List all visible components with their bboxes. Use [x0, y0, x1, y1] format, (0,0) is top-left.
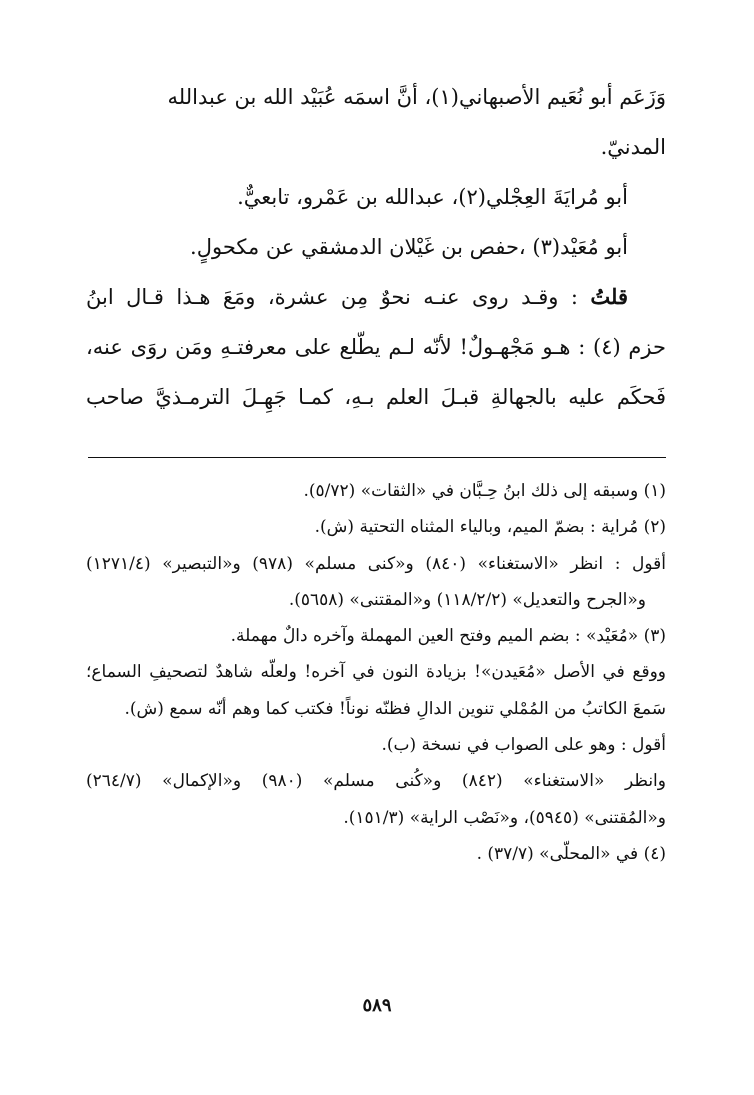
main-text: فَحكَم عليه بالجهالةِ قبـلَ العلم بـهِ، كمـا جَهِـلَ الترمـذيَّ صاحب	[86, 385, 666, 409]
footnote-line	[86, 546, 666, 582]
footnote-text: وانظر «الاستغناء» (٨٤٢) و«كُنى مسلم» (٩٨٠) و«الإكمال» (٢٦٤/٧)	[86, 771, 666, 792]
footnote-text: (٣) «مُعَيْد» : بضم الميم وفتح العين المهملة وآخره دالٌ مهملة.	[230, 626, 666, 647]
footnote-text: و«الجرح والتعديل» (١١٨/٢/٢) و«المقتنى» (٥٦٥٨).	[288, 589, 646, 610]
footnote-line	[86, 654, 666, 690]
footnote-separator	[88, 457, 666, 458]
main-text: وَزَعَم أبو نُعَيم الأصبهاني(١)، أنَّ اسمَه عُبَيْد الله بن عبدالله	[167, 85, 666, 109]
footnote-line	[86, 800, 666, 836]
main-line	[86, 372, 666, 422]
footnote-line	[86, 509, 666, 545]
main-line	[86, 322, 666, 372]
main-line	[86, 72, 666, 122]
lead-word: قلتُ	[590, 284, 628, 309]
footnote-line	[86, 727, 666, 763]
footnote-line	[86, 473, 666, 509]
footnote-line	[86, 691, 666, 727]
footnote-text: (٢) مُراية : بضمّ الميم، وبالياء المثناه التحتية (ش).	[314, 517, 666, 538]
main-text: : وقـد روى عنـه نحوٌ مِن عشرة، ومَعَ هـذا قـال ابنُ	[86, 285, 591, 309]
main-text: أبو مُرايَةَ العِجْلي(٢)، عبدالله بن عَمْرو، تابعيٌّ.	[237, 185, 628, 209]
footnote-line	[86, 618, 666, 654]
footnote-line	[86, 582, 666, 618]
main-text	[86, 72, 666, 422]
footnote-line	[86, 836, 666, 872]
footnote-line	[86, 763, 666, 799]
main-text: حزم (٤) : هـو مَجْهـولٌ! لأنّه لـم يطّلع على معرفتـهِ ومَن روَى عنه،	[86, 335, 666, 359]
page-number: ٥٨٩	[362, 995, 392, 1016]
footnote-text: سَمعَ الكاتبُ من المُمْلي تنوين الدالِ فظنّه نوناً! فكتب كما وهم أنّه سمع (ش).	[124, 698, 666, 719]
footnote-text: ووقع في الأصل «مُعَيدن»! بزيادة النون في آخره! ولعلّه شاهدٌ لتصحيفِ السماع؛	[86, 662, 666, 683]
footnote-text: (١) وسبقه إلى ذلك ابنُ حِـبَّان في «الثقات» (٥/٧٢).	[303, 481, 666, 501]
main-text: المدنيّ.	[600, 135, 666, 159]
main-line	[86, 222, 666, 272]
main-text: أبو مُعَيْد(٣) ،حفص بن غَيْلان الدمشقي عن مكحولٍ.	[190, 235, 628, 259]
footnote-text: و«المُقتنى» (٥٩٤٥)، و«نَصْب الراية» (١٥١/٣).	[343, 807, 666, 828]
footnote-text: (٤) في «المحلّى» (٣٧/٧) .	[476, 843, 666, 864]
footnote-text: أقول : وهو على الصواب في نسخة (ب).	[381, 735, 666, 756]
main-line	[86, 172, 666, 222]
main-line	[86, 122, 666, 172]
footnote-text: أقول : انظر «الاستغناء» (٨٤٠) و«كنى مسلم» (٩٧٨) و«التبصير» (١٢٧١/٤)	[86, 553, 666, 574]
footnotes	[86, 473, 666, 872]
main-line	[86, 272, 666, 322]
